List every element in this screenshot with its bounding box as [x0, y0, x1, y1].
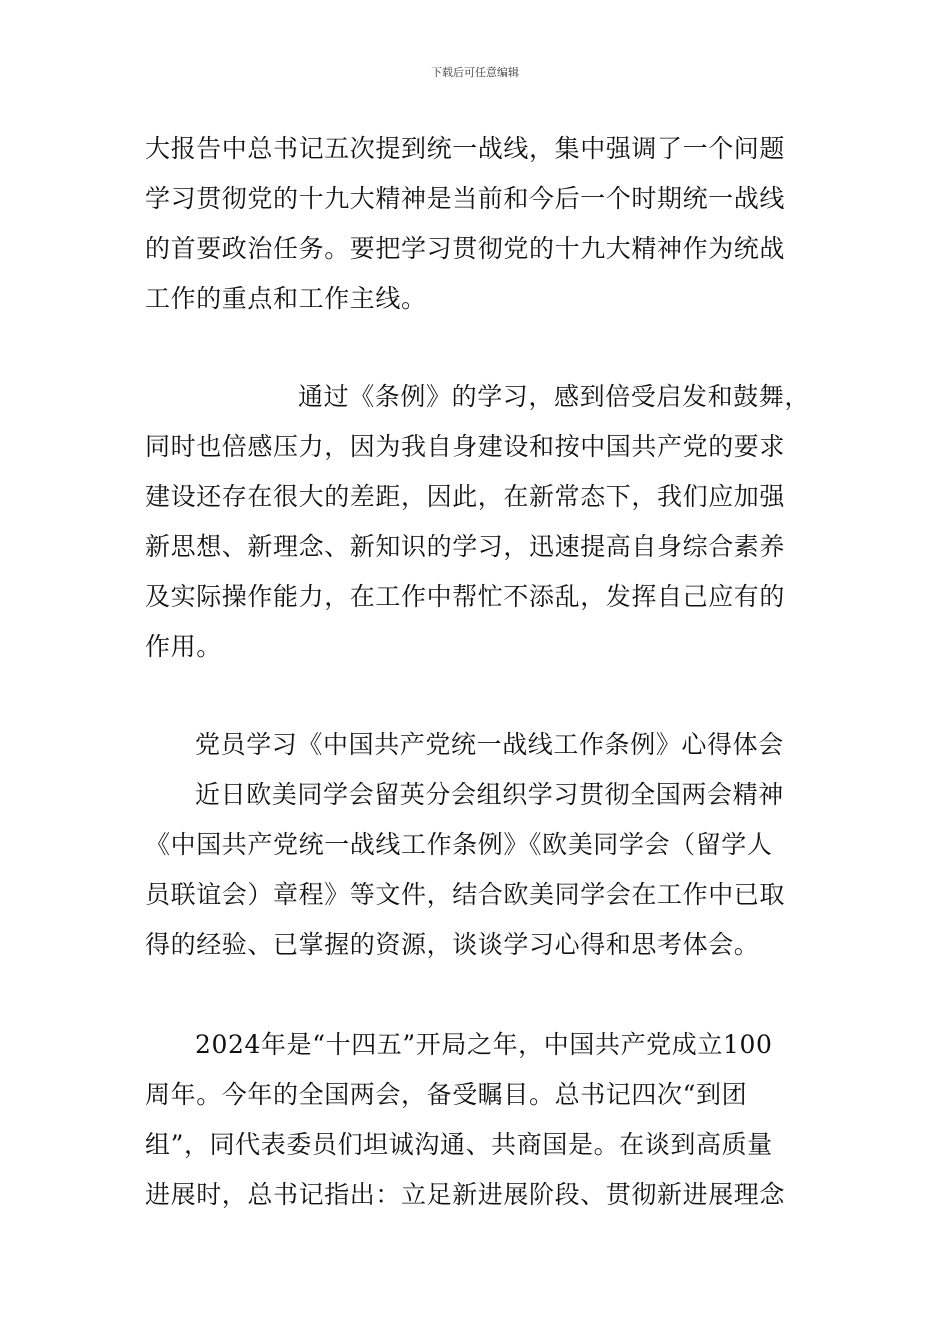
article-title: 党员学习《中国共产党统一战线工作条例》心得体会	[195, 730, 784, 759]
paragraph-2-line-3: 建设还存在很大的差距，因此，在新常态下，我们应加强	[145, 482, 786, 511]
paragraph-2-line-1: 通过《条例》的学习，感到倍受启发和鼓舞，	[298, 382, 811, 411]
header-note: 下载后可任意编辑	[431, 66, 519, 79]
paragraph-2-line-2: 同时也倍感压力，因为我自身建设和按中国共产党的要求	[145, 432, 786, 461]
paragraph-4-line-3: 组”，同代表委员们坦诚沟通、共商国是。在谈到高质量	[145, 1130, 773, 1159]
paragraph-1-line-4: 工作的重点和工作主线。	[145, 284, 427, 313]
paragraph-3-line-4: 得的经验、已掌握的资源，谈谈学习心得和思考体会。	[145, 930, 760, 959]
paragraph-3-line-1: 近日欧美同学会留英分会组织学习贯彻全国两会精神	[195, 780, 784, 809]
paragraph-2-line-4: 新思想、新理念、新知识的学习，迅速提高自身综合素养	[145, 532, 786, 561]
paragraph-4-line-4: 进展时，总书记指出：立足新进展阶段、贯彻新进展理念	[145, 1180, 786, 1209]
paragraph-2-line-6: 作用。	[145, 632, 222, 661]
paragraph-3-line-3: 员联谊会）章程》等文件，结合欧美同学会在工作中已取	[145, 880, 786, 909]
paragraph-1-line-2: 学习贯彻党的十九大精神是当前和今后一个时期统一战线	[145, 184, 786, 213]
paragraph-3-line-2: 《中国共产党统一战线工作条例》《欧美同学会（留学人	[145, 830, 773, 859]
paragraph-2-line-5: 及实际操作能力，在工作中帮忙不添乱，发挥自己应有的	[145, 582, 786, 611]
paragraph-4-line-1: 2024年是“十四五”开局之年，中国共产党成立100	[195, 1030, 773, 1059]
paragraph-1-line-3: 的首要政治任务。要把学习贯彻党的十九大精神作为统战	[145, 234, 786, 263]
paragraph-1-line-1: 大报告中总书记五次提到统一战线，集中强调了一个问题	[145, 134, 786, 163]
paragraph-4-line-2: 周年。今年的全国两会，备受瞩目。总书记四次“到团	[145, 1080, 748, 1109]
